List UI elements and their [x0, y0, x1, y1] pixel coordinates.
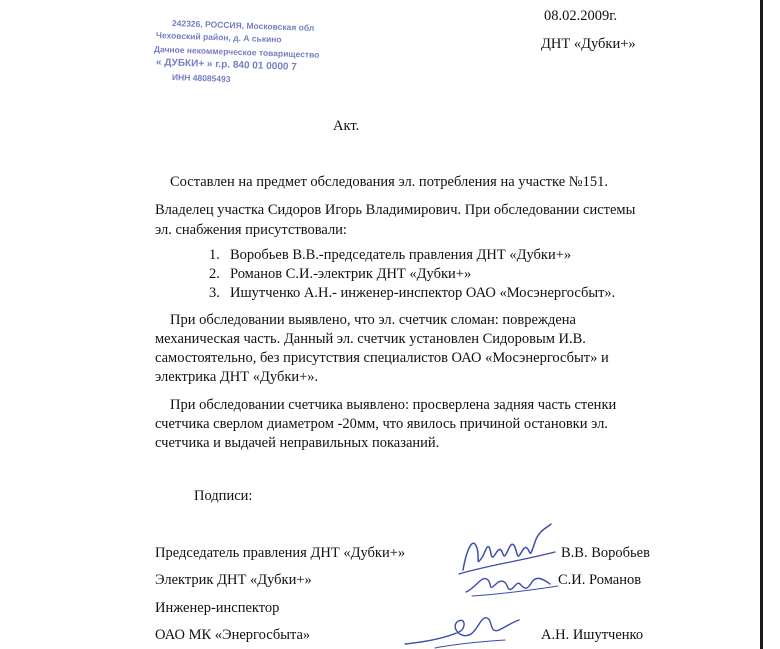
paragraph-owner-line: Владелец участка Сидоров Игорь Владимирович. При обследовании системы — [155, 202, 636, 218]
signatory-name: А.Н. Ишутченко — [541, 627, 644, 643]
paragraph-findings-line: механическая часть. Данный эл. счетчик установлен Сидоровым И.В. — [155, 331, 586, 347]
paragraph-meter-line: При обследовании счетчика выявлено: просверлена задняя часть стенки — [170, 397, 617, 413]
attendee-number: 2. — [209, 266, 220, 282]
attendee-text: Романов С.И.-электрик ДНТ «Дубки+» — [230, 266, 472, 282]
paragraph-subject: Составлен на предмет обследования эл. потребления на участке №151. — [170, 174, 608, 190]
attendee-number: 1. — [209, 247, 220, 263]
signatory-role: Председатель правления ДНТ «Дубки+» — [155, 545, 406, 561]
signature-inspector — [395, 604, 525, 649]
signatures-heading: Подписи: — [194, 488, 253, 504]
stamp-line: « ДУБКИ+ » г.р. 840 01 0000 7 — [155, 57, 297, 73]
signatory-role: Электрик ДНТ «Дубки+» — [155, 572, 312, 588]
stamp-line: Дачное некоммерческое товарищество — [153, 44, 320, 60]
stamp-line: Чеховский район, д. А ськино — [155, 30, 282, 45]
document-date: 08.02.2009г. — [544, 8, 618, 24]
attendee-text: Ишутченко А.Н.- инженер-инспектор ОАО «Мосэнергосбыт». — [230, 285, 616, 301]
page-border-right — [760, 0, 763, 649]
signatory-name: С.И. Романов — [558, 572, 642, 588]
signature-electrician — [462, 566, 562, 600]
stamp-line: 242326, РОССИЯ, Московская обл — [171, 18, 315, 33]
paragraph-findings-line: самостоятельно, без присутствия специалистов ОАО «Мосэнергосбыт» и — [155, 350, 609, 366]
attendee-text: Воробьев В.В.-председатель правления ДНТ «Дубки+» — [230, 247, 572, 263]
paragraph-meter-line: счетчика и выдачей неправильных показаний. — [155, 435, 440, 451]
attendee-number: 3. — [209, 285, 220, 301]
signatory-name: В.В. Воробьев — [561, 545, 650, 561]
paragraph-findings-line: При обследовании выявлено, что эл. счетчик сломан: повреждена — [170, 312, 576, 328]
organization-name: ДНТ «Дубки+» — [541, 36, 636, 52]
stamp-line: ИНН 48085493 — [171, 72, 231, 85]
organization-stamp — [150, 14, 360, 94]
document-title: Акт. — [333, 118, 360, 134]
paragraph-meter-line: счетчика сверлом диаметром -20мм, что явилось причиной остановки эл. — [155, 416, 608, 432]
paragraph-owner-line: эл. снабжения присутствовали: — [155, 222, 347, 238]
signatory-role: ОАО МК «Энергосбыта» — [155, 627, 311, 643]
paragraph-findings-line: электрика ДНТ «Дубки+». — [155, 369, 319, 385]
signatory-role: Инженер-инспектор — [155, 600, 280, 616]
